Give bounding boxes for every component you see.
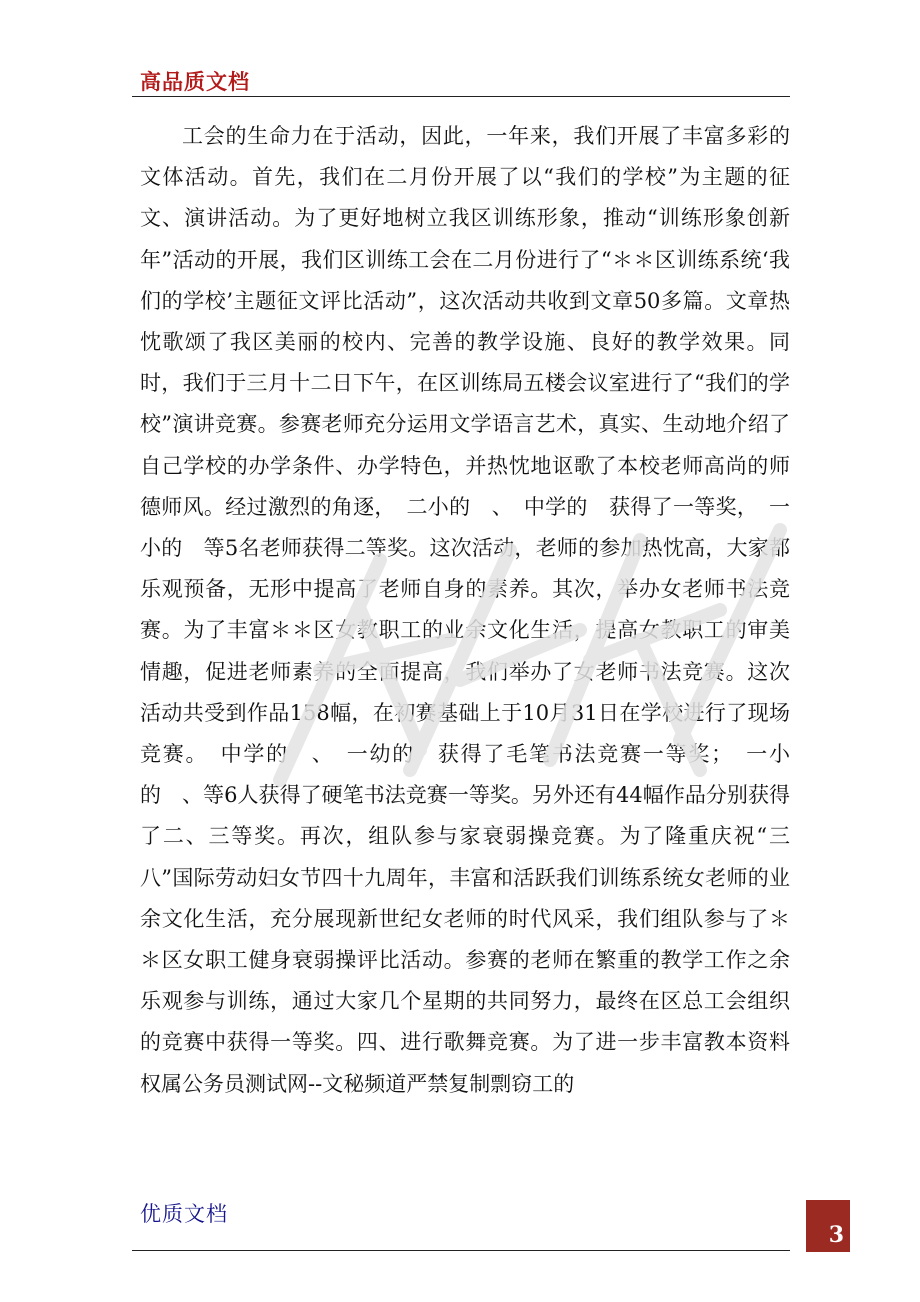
footer-title: 优质文档 <box>140 1202 228 1226</box>
header-title: 高品质文档 <box>140 70 250 94</box>
page-number-badge <box>806 1200 850 1252</box>
body-paragraph: 工会的生命力在于活动，因此，一年来，我们开展了丰富多彩的文体活动。首先，我们在二月份开展了以“我们的学校”为主题的征文、演讲活动。为了更好地树立我区训练形象，推动“训练形象创新年”活动的开展，我们区训练工会在二月份进行了“＊＊区训练系统‘我们的学校’主题征文评比活动”，这次活动共收到文章50多篇。文章热忱歌颂了我区美丽的校内、完善的教学设施、良好的教学效果。同时，我们于三月十二日下午，在区训练局五楼会议室进行了“我们的学校”演讲竞赛。参赛老师充分运用文学语言艺术，真实、生动地介绍了自己学校的办学条件、办学特色，并热忱地讴歌了本校老师高尚的师德师风。经过激烈的角逐， 二小的 、 中学的 获得了一等奖， 一小的 等5名老师获得二等奖。这次活动，老师的参加热忱高，大家都乐观预备，无形中提高了老师自身的素养。其次，举办女老师书法竞赛。为了丰富＊＊区女教职工的业余文化生活，提高女教职工的审美情趣，促进老师素养的全面提高，我们举办了女老师书法竞赛。这次活动共受到作品158幅，在初赛基础上于10月31日在学校进行了现场竞赛。 中学的 、 一幼的 获得了毛笔书法竞赛一等奖； 一小的 、等6人获得了硬笔书法竞赛一等奖。另外还有44幅作品分别获得了二、三等奖。再次，组队参与家衰弱操竞赛。为了隆重庆祝“三八”国际劳动妇女节四十九周年，丰富和活跃我们训练系统女老师的业余文化生活，充分展现新世纪女老师的时代风采，我们组队参与了＊＊区女职工健身衰弱操评比活动。参赛的老师在繁重的教学工作之余乐观参与训练，通过大家几个星期的共同努力，最终在区总工会组织的竞赛中获得一等奖。四、进行歌舞竞赛。为了进一步丰富教本资料权属公务员测试网--文秘频道严禁复制剽窃工的 <box>140 124 790 1096</box>
footer-divider <box>132 1250 790 1251</box>
page-number: 3 <box>828 1222 844 1248</box>
header-divider <box>132 96 790 97</box>
